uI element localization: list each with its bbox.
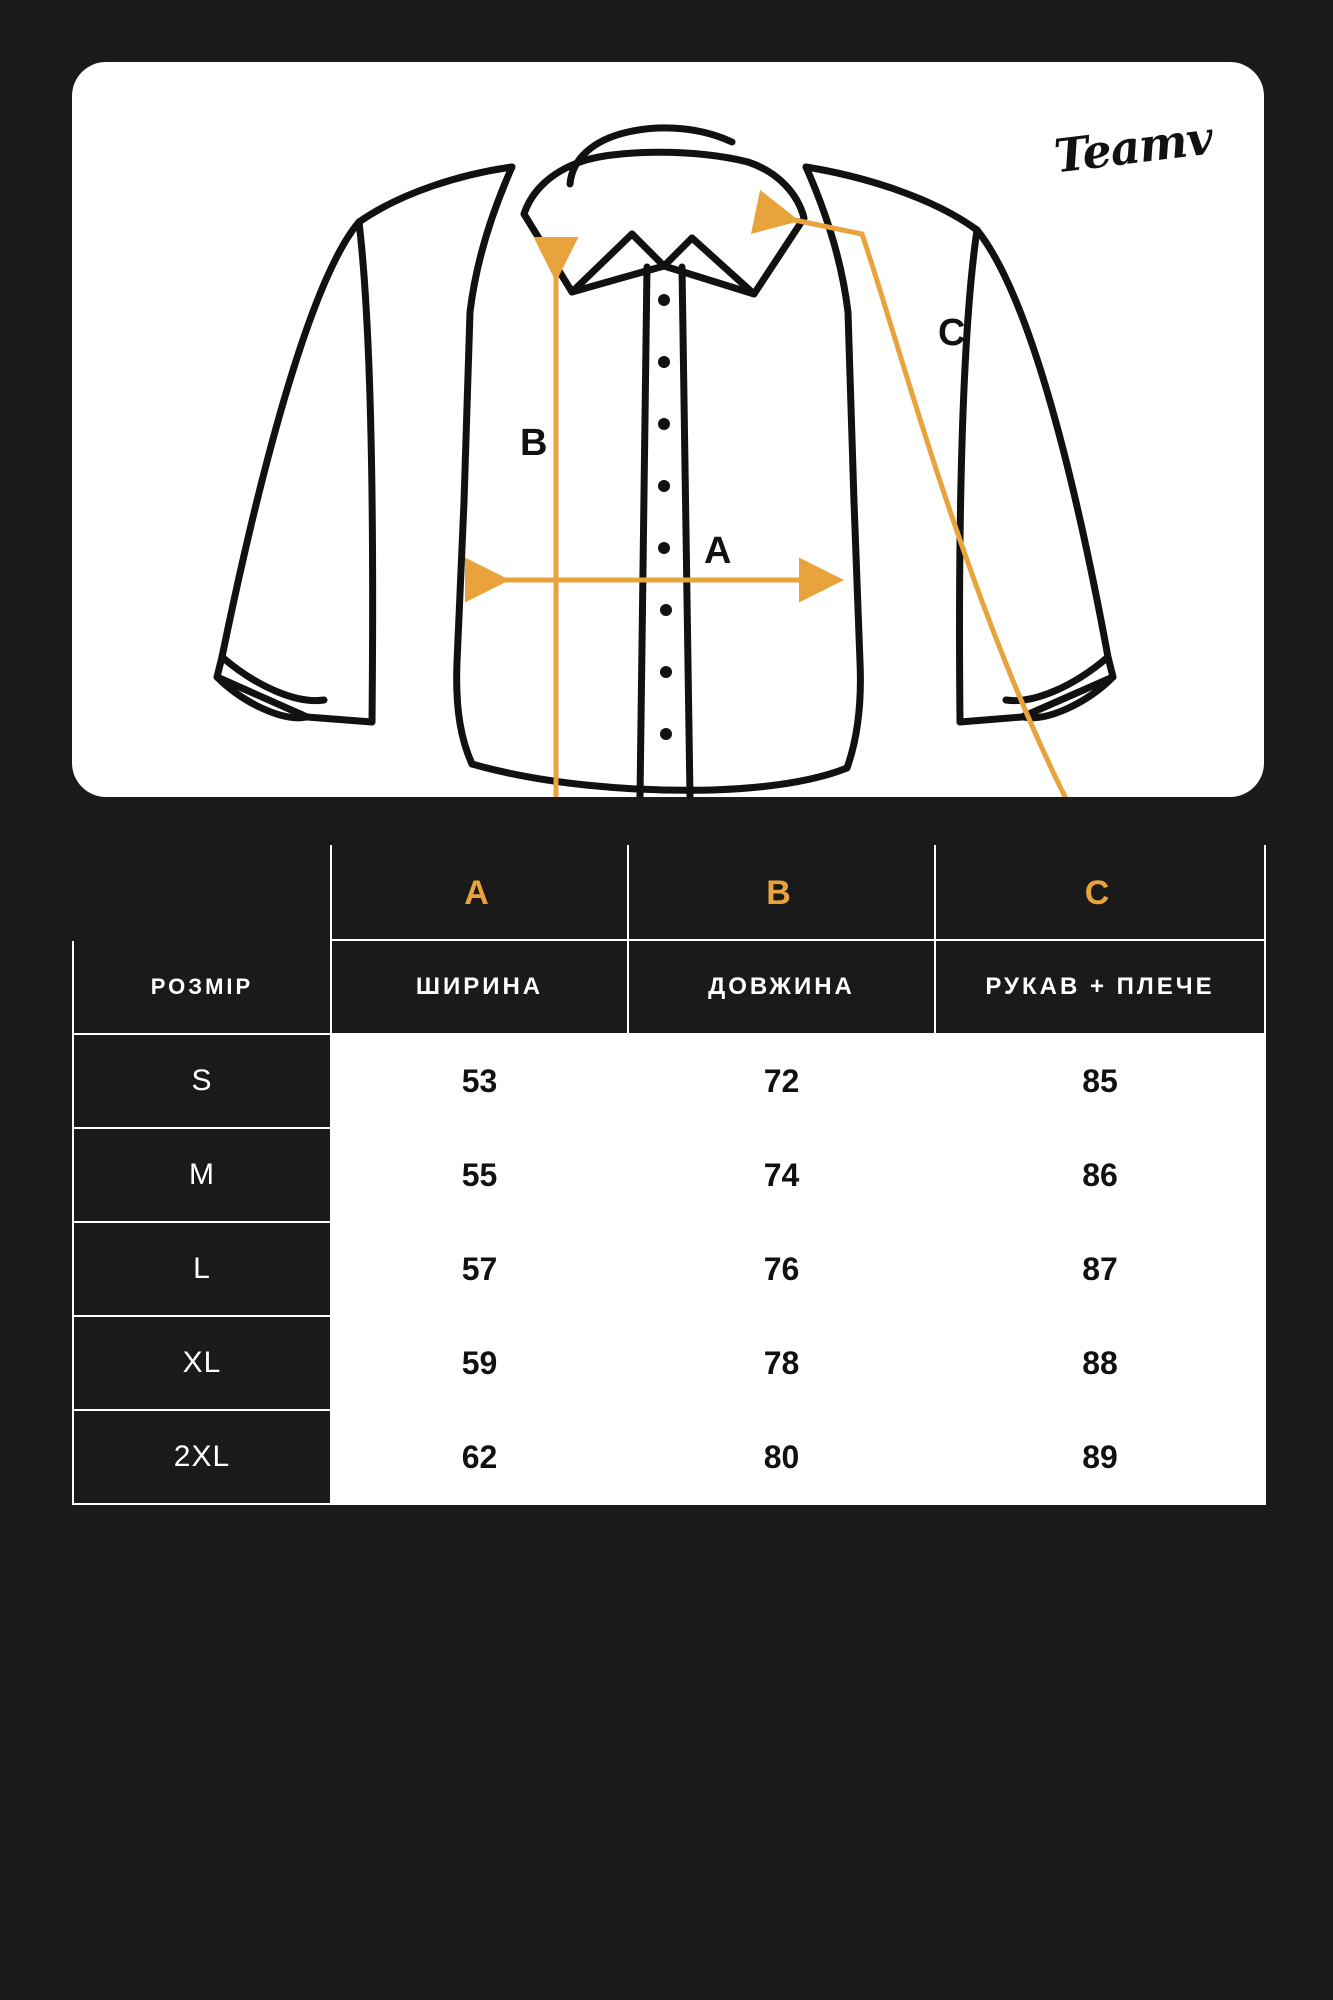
cell-size: 2XL [73,1410,331,1504]
cell-width: 57 [331,1222,628,1316]
cell-size: M [73,1128,331,1222]
table-header-letters [73,846,1265,940]
header-sleeve-shoulder: РУКАВ + ПЛЕЧЕ [935,940,1265,1034]
cell-length: 74 [628,1128,935,1222]
shirt-illustration-card [72,62,1264,797]
table-header-names [73,940,1265,1034]
table-row [73,1410,1265,1504]
table-row [73,1222,1265,1316]
label-a: A [704,530,732,572]
header-letter-b: B [628,846,935,940]
cell-length: 72 [628,1034,935,1128]
cell-width: 53 [331,1034,628,1128]
cell-width: 62 [331,1410,628,1504]
header-length: ДОВЖИНА [628,940,935,1034]
cell-size: L [73,1222,331,1316]
table-row [73,1316,1265,1410]
header-size: РОЗМІР [73,940,331,1034]
cell-sleeve: 88 [935,1316,1265,1410]
button-dots [658,294,672,740]
header-letter-c: C [935,846,1265,940]
cell-length: 78 [628,1316,935,1410]
label-c: C [938,312,966,354]
cell-size: S [73,1034,331,1128]
cell-length: 76 [628,1222,935,1316]
cell-sleeve: 85 [935,1034,1265,1128]
cell-width: 59 [331,1316,628,1410]
cell-sleeve: 86 [935,1128,1265,1222]
label-b: B [520,422,548,464]
cell-size: XL [73,1316,331,1410]
corner-blank-cell [73,846,331,940]
header-letter-a: A [331,846,628,940]
table-row [73,1034,1265,1128]
cell-sleeve: 87 [935,1222,1265,1316]
cell-sleeve: 89 [935,1410,1265,1504]
header-width: ШИРИНА [331,940,628,1034]
cell-width: 55 [331,1128,628,1222]
table-row [73,1128,1265,1222]
cell-length: 80 [628,1410,935,1504]
brand-logo: Teamv [1050,110,1215,184]
size-table [72,845,1266,1505]
